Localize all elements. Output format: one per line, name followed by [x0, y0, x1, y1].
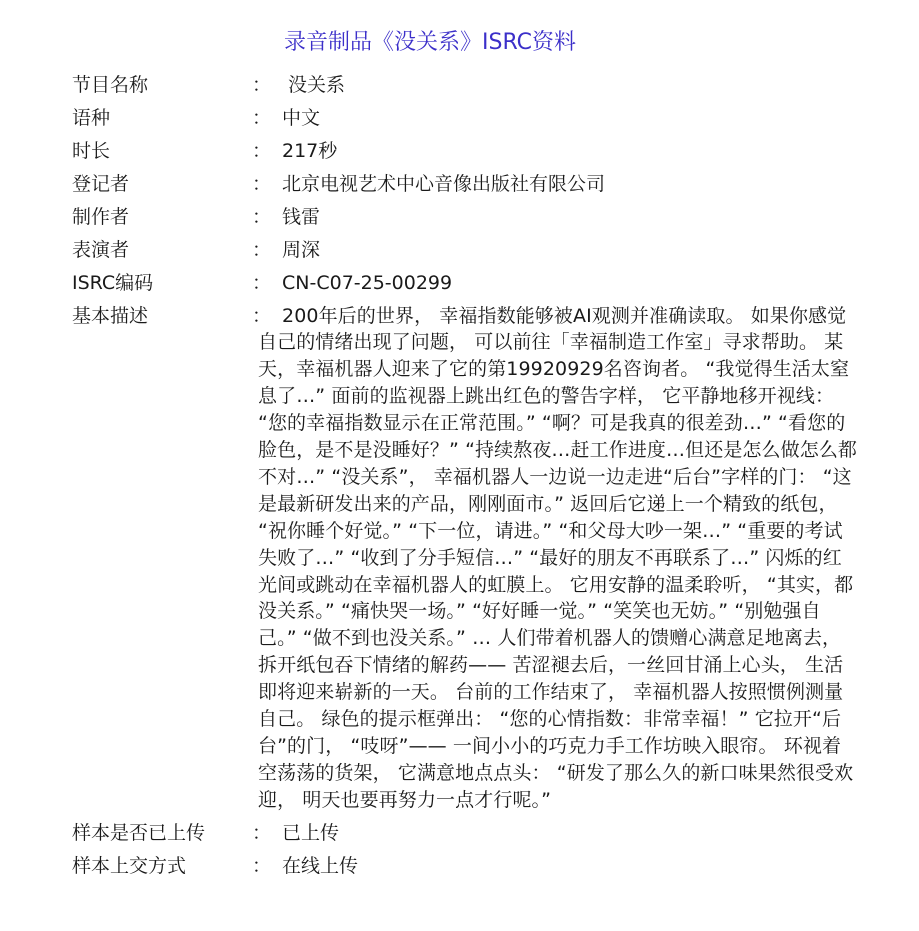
description-text: 200年后的世界， 幸福指数能够被AI观测并准确读取。 如果你感觉自己的情绪出现了问题， 可以前往「幸福制造工作室」寻求帮助。 某天，幸福机器人迎来了它的第19920929名咨询者。 “我觉得生活太窒息了…” 面前的监视器上跳出红色的警告字样， 它平静地移开视线： “您的幸福指数显示在正常范围。” “啊？可是我真的很差劲…” “看您的脸色，是不是没睡好？” “持续熬夜…赶工作进度…但还是怎么做怎么都不对…” “没关系”， 幸福机器人一边说一边走进“后台”字样的门： “这是最新研发出来的产品，刚刚面市。” 返回后它递上一个精致的纸包， “祝你睡个好觉。” “下一位，请进。” “和父母大吵一架…” “重要的考试失败了…” “收到了分手短信…” “最好的朋友不再联系了…” 闪烁的红光间或跳动在幸福机器人的虹膜上。 它用安静的温柔聆听， “其实，都没关系。” “痛快哭一场。” “好好睡一觉。” “笑笑也无妨。” “别勉强自己。” “做不到也没关系。” … 人们带着机器人的馈赠心满意足地离去， 拆开纸包吞下情绪的解药—— 苦涩褪去后，一丝回甘涌上心头， 生活即将迎来崭新的一天。 台前的工作结束了， 幸福机器人按照惯例测量自己。 绿色的提示框弹出： “您的心情指数：非常幸福！” 它拉开“后台”的门， “吱呀”—— 一间小小的巧克力手工作坊映入眼帘。 环视着空荡荡的货架， 它满意地点点头： “研发了那么久的新口味果然很受欢迎， 明天也要再努力一点才行呢。”	[258, 304, 858, 811]
field-row-submission-method	[72, 850, 862, 883]
field-row-sample-uploaded	[72, 817, 862, 850]
field-row-performer	[72, 233, 862, 266]
field-list	[72, 68, 862, 883]
field-row-language	[72, 101, 862, 134]
field-colon: ：	[252, 238, 272, 261]
field-colon: ：	[252, 106, 272, 129]
field-row-registrant	[72, 167, 862, 200]
field-colon: ：	[252, 822, 272, 845]
field-label: 基本描述	[72, 304, 149, 327]
field-value: 没关系	[282, 73, 346, 96]
field-colon: ：	[252, 205, 272, 228]
field-label: 表演者	[72, 238, 130, 261]
field-colon: ：	[252, 73, 272, 96]
field-row-isrc-code	[72, 266, 862, 299]
field-value: 在线上传	[282, 855, 359, 878]
field-colon: ：	[252, 271, 272, 294]
field-row-description	[72, 299, 862, 817]
field-colon: ：	[252, 304, 272, 327]
field-colon: ：	[252, 172, 272, 195]
field-label: 制作者	[72, 205, 130, 228]
field-label: 样本上交方式	[72, 855, 187, 878]
field-value: CN-C07-25-00299	[282, 271, 453, 294]
field-label: 时长	[72, 139, 111, 162]
field-value: 周深	[282, 238, 321, 261]
field-label: ISRC编码	[72, 271, 154, 294]
field-value: 217秒	[282, 139, 338, 162]
field-label: 登记者	[72, 172, 130, 195]
field-value: 钱雷	[282, 205, 321, 228]
field-row-program-name	[72, 68, 862, 101]
field-row-producer	[72, 200, 862, 233]
page-title: 录音制品《没关系》ISRC资料	[283, 30, 576, 55]
field-colon: ：	[252, 855, 272, 878]
field-row-duration	[72, 134, 862, 167]
field-value: 北京电视艺术中心音像出版社有限公司	[282, 172, 606, 195]
field-label: 样本是否已上传	[72, 822, 206, 845]
field-colon: ：	[252, 139, 272, 162]
field-label: 语种	[72, 106, 111, 129]
field-value: 中文	[282, 106, 321, 129]
field-value: 已上传	[282, 822, 340, 845]
field-label: 节目名称	[72, 73, 149, 96]
